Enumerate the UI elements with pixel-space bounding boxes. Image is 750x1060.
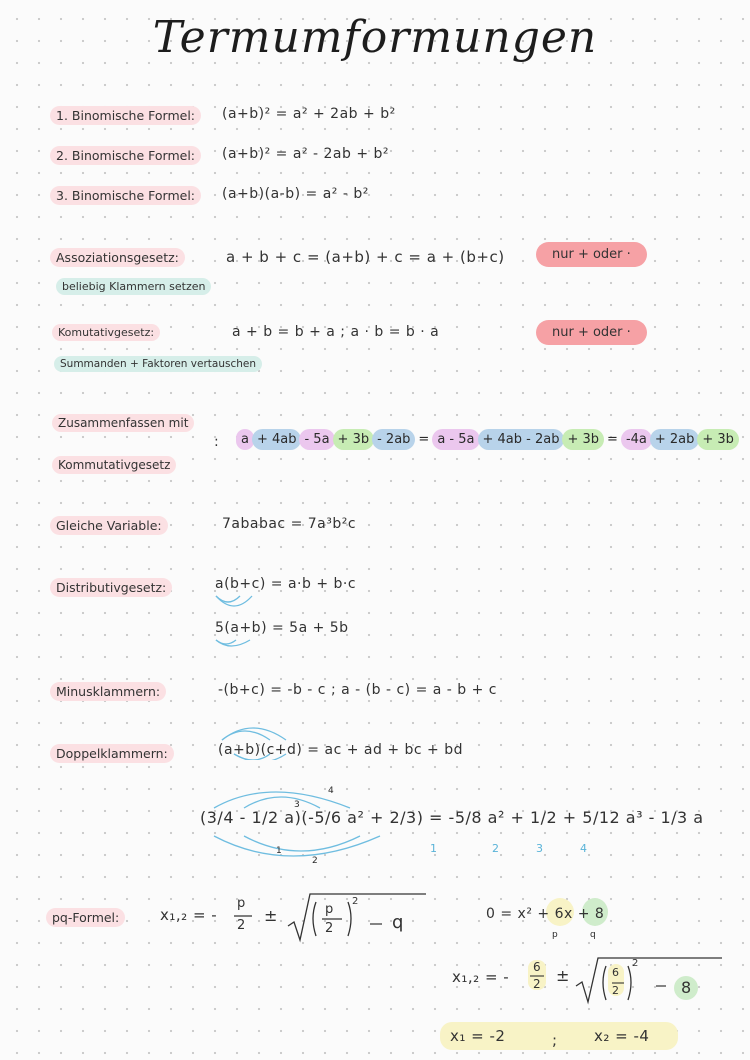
- combine-colon: :: [214, 434, 220, 450]
- binomial-1-label: 1. Binomische Formel:: [50, 106, 201, 125]
- pq-p-numerator: p: [237, 896, 246, 911]
- combine-term-chip: + 3b: [697, 429, 739, 450]
- minus-brackets-formula: -(b+c) = -b - c ; a - (b - c) = a - b + c: [218, 682, 497, 698]
- result-x1: x₁ = -2: [450, 1027, 506, 1045]
- arc-number-4: 4: [328, 786, 334, 796]
- double-brackets-example: (3/4 - 1/2 a)(-5/6 a² + 2/3) = -5/8 a² + 1/2 + 5/12 a³ - 1/3 a: [200, 808, 704, 827]
- pq-example-lhs: x₁,₂ = -: [452, 968, 510, 986]
- pq-2-denominator: 2: [237, 918, 246, 933]
- combine-expression: [236, 428, 736, 450]
- combine-term-chip: =: [607, 432, 618, 447]
- commutative-pill: nur + oder ·: [536, 320, 647, 345]
- combine-term-chip: - 5a: [299, 429, 334, 450]
- distributive-label: Distributivgesetz:: [50, 578, 172, 597]
- combine-term-chip: + 3b: [562, 429, 604, 450]
- associative-note: beliebig Klammern setzen: [56, 278, 211, 295]
- combine-term-chip: + 3b: [333, 429, 375, 450]
- pq-example-square: 2: [632, 958, 639, 969]
- associative-formula: a + b + c = (a+b) + c = a + (b+c): [226, 248, 505, 266]
- commutative-note: Summanden + Faktoren vertauschen: [54, 356, 262, 372]
- pq-example-equation-text: 0 = x² + 6x + 8: [486, 906, 605, 922]
- combine-term-chip: - 2ab: [372, 429, 415, 450]
- double-brackets-label: Doppelklammern:: [50, 744, 174, 763]
- q-label: q: [590, 930, 596, 940]
- binomial-3-label: 3. Binomische Formel:: [50, 186, 201, 205]
- term-number-1: 1: [430, 842, 437, 855]
- term-number-3: 3: [536, 842, 543, 855]
- pq-example-pm: ±: [556, 966, 570, 985]
- combine-term-chip: a - 5a: [432, 429, 479, 450]
- pq-q: q: [392, 912, 404, 933]
- result-separator: ;: [552, 1031, 558, 1049]
- combine-label-line1: Zusammenfassen mit: [52, 414, 194, 432]
- associative-label: Assoziationsgesetz:: [50, 248, 185, 267]
- binomial-3-formula: (a+b)(a-b) = a² - b²: [222, 186, 369, 202]
- double-brackets-formula: (a+b)(c+d) = ac + ad + bc + bd: [218, 742, 463, 758]
- pq-plus-minus: ±: [264, 906, 278, 925]
- pq-example-8: 8: [681, 978, 692, 997]
- combine-term-chip: -4a: [621, 429, 652, 450]
- pq-square: 2: [352, 896, 359, 907]
- arc-number-3: 3: [294, 800, 300, 810]
- pq-formula-lhs: x₁,₂ = -: [160, 906, 218, 924]
- binomial-2-formula: (a+b)² = a² - 2ab + b²: [222, 146, 390, 162]
- pq-formula-label: pq-Formel:: [46, 908, 125, 927]
- distributive-formula-2: 5(a+b) = 5a + 5b: [215, 620, 349, 636]
- page-title: Termumformungen: [152, 12, 598, 63]
- pq-example-2: 2: [533, 977, 542, 991]
- distributive-formula-1: a(b+c) = a·b + b·c: [215, 576, 357, 592]
- p-label: p: [552, 930, 558, 940]
- arc-number-2: 2: [312, 856, 318, 866]
- same-variable-formula: 7ababac = 7a³b²c: [222, 516, 357, 532]
- example-arcs: [200, 780, 400, 870]
- combine-term-chip: + 2ab: [650, 429, 700, 450]
- arc-number-1: 1: [276, 846, 282, 856]
- combine-term-chip: + 4ab: [252, 429, 302, 450]
- pq-example-equation: [486, 906, 604, 922]
- combine-term-chip: =: [418, 432, 430, 447]
- pq-inner-p: p: [325, 902, 334, 917]
- binomial-2-label: 2. Binomische Formel:: [50, 146, 201, 165]
- pq-example-inner-6: 6: [612, 966, 620, 979]
- minus-brackets-label: Minusklammern:: [50, 682, 166, 701]
- result-x2: x₂ = -4: [594, 1027, 650, 1045]
- combine-term-chip: + 4ab - 2ab: [478, 429, 565, 450]
- term-number-2: 2: [492, 842, 499, 855]
- commutative-label: Komutativgesetz:: [52, 324, 160, 341]
- double-brackets-arcs: [214, 720, 314, 760]
- distributive-arcs: [210, 588, 270, 648]
- binomial-1-formula: (a+b)² = a² + 2ab + b²: [222, 106, 396, 122]
- combine-term-chip: a: [236, 429, 254, 450]
- term-number-4: 4: [580, 842, 587, 855]
- pq-example-inner-2: 2: [612, 984, 620, 997]
- pq-inner-2: 2: [325, 921, 334, 936]
- associative-pill: nur + oder ·: [536, 242, 647, 267]
- pq-example-fraction: [528, 952, 728, 1006]
- commutative-formula: a + b = b + a ; a · b = b · a: [232, 324, 440, 340]
- pq-example-6: 6: [533, 960, 542, 974]
- combine-label-line2: Kommutativgesetz: [52, 456, 176, 474]
- same-variable-label: Gleiche Variable:: [50, 516, 168, 535]
